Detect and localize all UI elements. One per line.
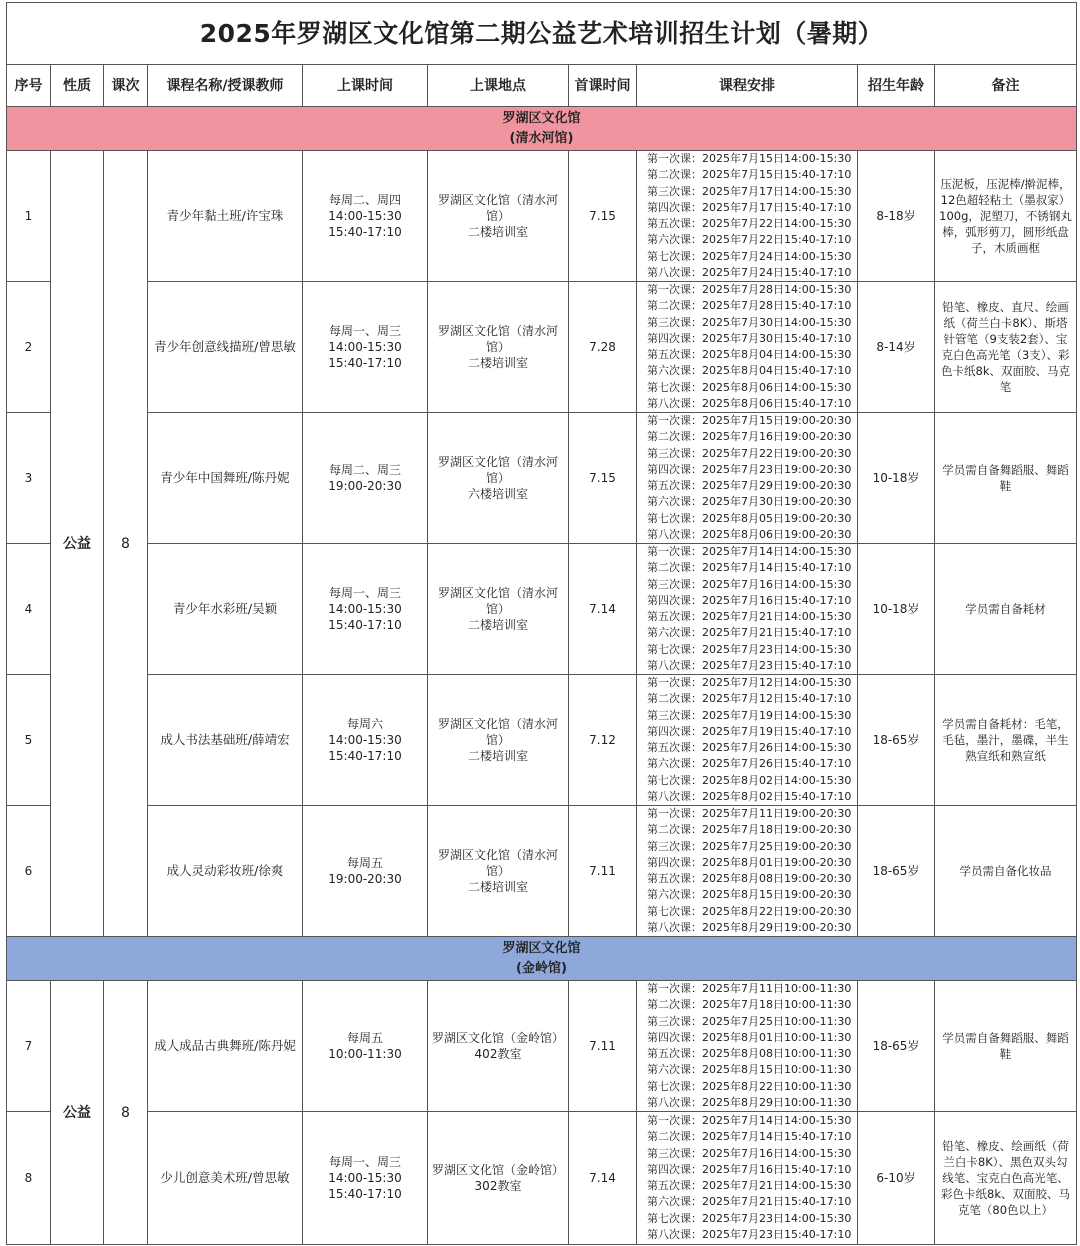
table-row [7,151,1077,282]
note-cell: 学员需自备舞蹈服、舞蹈鞋 [935,413,1077,544]
note-cell: 学员需自备耗材：毛笔，毛毡，墨汁，墨碟，半生熟宣纸和熟宣纸 [935,675,1077,806]
class-time-line: 19:00-20:30 [328,872,402,886]
table-row [7,675,1077,806]
location-line: 罗湖区文化馆（清水河馆） [437,717,558,747]
schedule-line: 第四次课：2025年8月01日19:00-20:30 [647,855,852,869]
first-class-cell: 7.14 [569,1112,637,1245]
location-line: 二楼培训室 [467,880,528,894]
section-venue: 罗湖区文化馆 [502,110,581,126]
location-line: 302教室 [474,1179,522,1193]
schedule-line: 第七次课：2025年7月23日14:00-15:30 [647,642,852,656]
schedule-cell [637,544,858,675]
schedule-line: 第二次课：2025年7月18日10:00-11:30 [647,998,852,1012]
schedule-line: 第六次课：2025年7月22日15:40-17:10 [647,233,852,247]
location-line: 二楼培训室 [467,618,528,632]
location-cell [428,1112,569,1245]
location-line: 罗湖区文化馆（金岭馆） [431,1163,564,1177]
row-number: 7 [7,981,51,1112]
first-class-cell: 7.11 [569,981,637,1112]
row-number: 5 [7,675,51,806]
location-cell [428,544,569,675]
section-header [7,937,1077,981]
schedule-cell [637,282,858,413]
schedule-line: 第六次课：2025年7月30日19:00-20:30 [647,495,852,509]
age-cell: 18-65岁 [858,806,935,937]
schedule-line: 第六次课：2025年7月26日15:40-17:10 [647,757,852,771]
schedule-line: 第五次课：2025年7月22日14:00-15:30 [647,217,852,230]
header-note: 备注 [935,65,1077,107]
schedule-line: 第八次课：2025年8月29日10:00-11:30 [647,1095,852,1109]
row-number: 8 [7,1112,51,1245]
header-time: 上课时间 [303,65,428,107]
class-time-line: 每周五 [346,1031,383,1045]
header-course: 课程名称/授课教师 [148,65,303,107]
schedule-line: 第二次课：2025年7月14日15:40-17:10 [647,561,852,575]
schedule-line: 第一次课：2025年7月28日14:00-15:30 [647,283,852,296]
schedule-line: 第二次课：2025年7月14日15:40-17:10 [647,1130,852,1144]
nature-cell: 公益 [51,151,104,937]
section-title [7,107,1077,151]
class-time-line: 15:40-17:10 [328,225,402,239]
schedule-line: 第五次课：2025年7月21日14:00-15:30 [647,1179,852,1192]
location-cell [428,675,569,806]
age-cell: 10-18岁 [858,413,935,544]
table-row [7,413,1077,544]
class-time-line: 14:00-15:30 [328,209,402,223]
location-line: 罗湖区文化馆（清水河馆） [437,324,558,354]
age-cell: 8-18岁 [858,151,935,282]
schedule-line: 第七次课：2025年8月06日14:00-15:30 [647,380,852,394]
class-time-line: 每周二、周四 [328,193,401,207]
schedule-line: 第四次课：2025年8月01日10:00-11:30 [647,1030,852,1044]
schedule-line: 第八次课：2025年8月06日15:40-17:10 [647,396,852,410]
first-class-cell: 7.14 [569,544,637,675]
schedule-line: 第一次课：2025年7月15日19:00-20:30 [647,414,852,427]
class-time-cell [303,544,428,675]
schedule-line: 第八次课：2025年7月24日15:40-17:10 [647,265,852,279]
age-cell: 10-18岁 [858,544,935,675]
schedule-line: 第七次课：2025年8月22日19:00-20:30 [647,904,852,918]
course-name-cell: 青少年创意线描班/曾思敏 [148,282,303,413]
schedule-line: 第四次课：2025年7月19日15:40-17:10 [647,724,852,738]
location-line: 罗湖区文化馆（清水河馆） [437,193,558,223]
class-time-line: 19:00-20:30 [328,479,402,493]
enrollment-plan-document [6,2,1076,1245]
schedule-line: 第三次课：2025年7月16日14:00-15:30 [647,577,852,591]
first-class-cell: 7.28 [569,282,637,413]
class-time-line: 每周一、周三 [328,324,401,338]
location-line: 罗湖区文化馆（清水河馆） [437,848,558,878]
header-no: 序号 [7,65,51,107]
schedule-cell [637,151,858,282]
row-number: 3 [7,413,51,544]
enrollment-table [6,2,1077,1245]
schedule-line: 第五次课：2025年8月04日14:00-15:30 [647,348,852,361]
schedule-line: 第三次课：2025年7月17日14:00-15:30 [647,184,852,198]
note-cell: 铅笔、橡皮、绘画纸（荷兰白卡8K）、黑色双头勾线笔、宝克白色高光笔、彩色卡纸8k、双面胶、马克笔（80色以上） [935,1112,1077,1245]
note-cell: 学员需自备舞蹈服、舞蹈鞋 [935,981,1077,1112]
class-time-line: 14:00-15:30 [328,340,402,354]
schedule-line: 第七次课：2025年8月02日14:00-15:30 [647,773,852,787]
section-venue: 罗湖区文化馆 [502,940,581,956]
course-name-cell: 成人灵动彩妆班/徐爽 [148,806,303,937]
location-line: 罗湖区文化馆（金岭馆） [431,1031,564,1045]
first-class-cell: 7.15 [569,413,637,544]
schedule-line: 第一次课：2025年7月12日14:00-15:30 [647,676,852,689]
class-time-cell [303,151,428,282]
class-time-line: 每周五 [346,856,383,870]
first-class-cell: 7.12 [569,675,637,806]
age-cell: 8-14岁 [858,282,935,413]
schedule-line: 第三次课：2025年7月19日14:00-15:30 [647,708,852,722]
lesson-count-cell: 8 [104,981,148,1245]
schedule-line: 第四次课：2025年7月16日15:40-17:10 [647,1162,852,1176]
table-row [7,1112,1077,1245]
course-name-cell: 成人书法基础班/薛靖宏 [148,675,303,806]
class-time-cell [303,675,428,806]
schedule-line: 第五次课：2025年7月29日19:00-20:30 [647,479,852,492]
header-lessons: 课次 [104,65,148,107]
note-cell: 铅笔、橡皮、直尺、绘画纸（荷兰白卡8K）、斯塔针管笔（9支装2套）、宝克白色高光笔（3支）、彩色卡纸8k、双面胶、马克笔 [935,282,1077,413]
schedule-line: 第六次课：2025年7月21日15:40-17:10 [647,626,852,640]
schedule-line: 第五次课：2025年7月26日14:00-15:30 [647,741,852,754]
class-time-line: 每周二、周三 [328,463,401,477]
schedule-line: 第二次课：2025年7月28日15:40-17:10 [647,299,852,313]
header-schedule: 课程安排 [637,65,858,107]
schedule-line: 第六次课：2025年8月15日10:00-11:30 [647,1063,852,1077]
row-number: 1 [7,151,51,282]
note-cell: 学员需自备化妆品 [935,806,1077,937]
schedule-line: 第七次课：2025年7月23日14:00-15:30 [647,1211,852,1225]
schedule-line: 第三次课：2025年7月30日14:00-15:30 [647,315,852,329]
schedule-line: 第一次课：2025年7月15日14:00-15:30 [647,152,852,165]
table-row [7,806,1077,937]
schedule-line: 第八次课：2025年7月23日15:40-17:10 [647,658,852,672]
location-line: 罗湖区文化馆（清水河馆） [437,455,558,485]
course-name-cell: 少儿创意美术班/曾思敏 [148,1112,303,1245]
schedule-line: 第一次课：2025年7月11日10:00-11:30 [647,982,852,995]
class-time-line: 15:40-17:10 [328,1187,402,1201]
schedule-line: 第八次课：2025年8月02日15:40-17:10 [647,789,852,803]
note-cell: 压泥板，压泥棒/擀泥棒，12色超轻粘土（墨叔家）100g，泥塑刀，不锈钢丸棒，弧形剪刀，圆形纸盘子，木质画框 [935,151,1077,282]
schedule-cell [637,981,858,1112]
class-time-line: 15:40-17:10 [328,618,402,632]
class-time-line: 每周一、周三 [328,586,401,600]
class-time-cell [303,282,428,413]
schedule-line: 第三次课：2025年7月22日19:00-20:30 [647,446,852,460]
page-title: 2025年罗湖区文化馆第二期公益艺术培训招生计划（暑期） [7,3,1077,65]
schedule-cell [637,675,858,806]
section-title [7,937,1077,981]
schedule-line: 第三次课：2025年7月25日10:00-11:30 [647,1014,852,1028]
schedule-cell [637,806,858,937]
schedule-line: 第三次课：2025年7月16日14:00-15:30 [647,1146,852,1160]
table-row [7,981,1077,1112]
header-row [7,65,1077,107]
schedule-cell [637,1112,858,1245]
class-time-cell [303,806,428,937]
first-class-cell: 7.15 [569,151,637,282]
schedule-line: 第五次课：2025年7月21日14:00-15:30 [647,610,852,623]
header-age: 招生年龄 [858,65,935,107]
schedule-line: 第六次课：2025年7月21日15:40-17:10 [647,1195,852,1209]
schedule-line: 第一次课：2025年7月11日19:00-20:30 [647,807,852,820]
table-row [7,282,1077,413]
location-cell [428,981,569,1112]
class-time-line: 14:00-15:30 [328,1171,402,1185]
schedule-line: 第五次课：2025年8月08日19:00-20:30 [647,872,852,885]
course-name-cell: 青少年水彩班/吴颖 [148,544,303,675]
schedule-line: 第八次课：2025年8月06日19:00-20:30 [647,527,852,541]
nature-cell: 公益 [51,981,104,1245]
row-number: 2 [7,282,51,413]
class-time-line: 15:40-17:10 [328,749,402,763]
schedule-line: 第七次课：2025年8月05日19:00-20:30 [647,511,852,525]
schedule-line: 第二次课：2025年7月15日15:40-17:10 [647,168,852,182]
schedule-line: 第七次课：2025年7月24日14:00-15:30 [647,249,852,263]
header-place: 上课地点 [428,65,569,107]
schedule-line: 第五次课：2025年8月08日10:00-11:30 [647,1047,852,1060]
schedule-line: 第二次课：2025年7月12日15:40-17:10 [647,692,852,706]
schedule-line: 第四次课：2025年7月16日15:40-17:10 [647,593,852,607]
location-line: 402教室 [474,1047,522,1061]
row-number: 6 [7,806,51,937]
class-time-cell [303,1112,428,1245]
location-line: 二楼培训室 [467,749,528,763]
row-number: 4 [7,544,51,675]
class-time-line: 每周一、周三 [328,1155,401,1169]
schedule-line: 第八次课：2025年8月29日19:00-20:30 [647,920,852,934]
schedule-line: 第四次课：2025年7月23日19:00-20:30 [647,462,852,476]
class-time-line: 15:40-17:10 [328,356,402,370]
class-time-cell [303,981,428,1112]
table-row [7,544,1077,675]
location-cell [428,282,569,413]
schedule-line: 第三次课：2025年7月25日19:00-20:30 [647,839,852,853]
section-branch: (清水河馆) [509,130,574,146]
age-cell: 6-10岁 [858,1112,935,1245]
schedule-line: 第二次课：2025年7月18日19:00-20:30 [647,823,852,837]
location-line: 罗湖区文化馆（清水河馆） [437,586,558,616]
class-time-line: 14:00-15:30 [328,602,402,616]
age-cell: 18-65岁 [858,981,935,1112]
class-time-line: 14:00-15:30 [328,733,402,747]
schedule-line: 第七次课：2025年8月22日10:00-11:30 [647,1079,852,1093]
schedule-line: 第六次课：2025年8月15日19:00-20:30 [647,888,852,902]
header-nature: 性质 [51,65,104,107]
header-first: 首课时间 [569,65,637,107]
schedule-line: 第一次课：2025年7月14日14:00-15:30 [647,545,852,558]
course-name-cell: 青少年中国舞班/陈丹妮 [148,413,303,544]
class-time-cell [303,413,428,544]
section-header [7,107,1077,151]
section-branch: (金岭馆) [516,960,567,976]
class-time-line: 每周六 [346,717,383,731]
location-line: 六楼培训室 [467,487,528,501]
schedule-cell [637,413,858,544]
age-cell: 18-65岁 [858,675,935,806]
schedule-line: 第四次课：2025年7月17日15:40-17:10 [647,200,852,214]
schedule-line: 第二次课：2025年7月16日19:00-20:30 [647,430,852,444]
schedule-line: 第一次课：2025年7月14日14:00-15:30 [647,1114,852,1127]
course-name-cell: 成人成品古典舞班/陈丹妮 [148,981,303,1112]
class-time-line: 10:00-11:30 [328,1047,402,1061]
course-name-cell: 青少年黏土班/许宝珠 [148,151,303,282]
location-line: 二楼培训室 [467,356,528,370]
location-line: 二楼培训室 [467,225,528,239]
location-cell [428,151,569,282]
lesson-count-cell: 8 [104,151,148,937]
first-class-cell: 7.11 [569,806,637,937]
schedule-line: 第八次课：2025年7月23日15:40-17:10 [647,1227,852,1241]
schedule-line: 第四次课：2025年7月30日15:40-17:10 [647,331,852,345]
location-cell [428,806,569,937]
location-cell [428,413,569,544]
note-cell: 学员需自备耗材 [935,544,1077,675]
schedule-line: 第六次课：2025年8月04日15:40-17:10 [647,364,852,378]
